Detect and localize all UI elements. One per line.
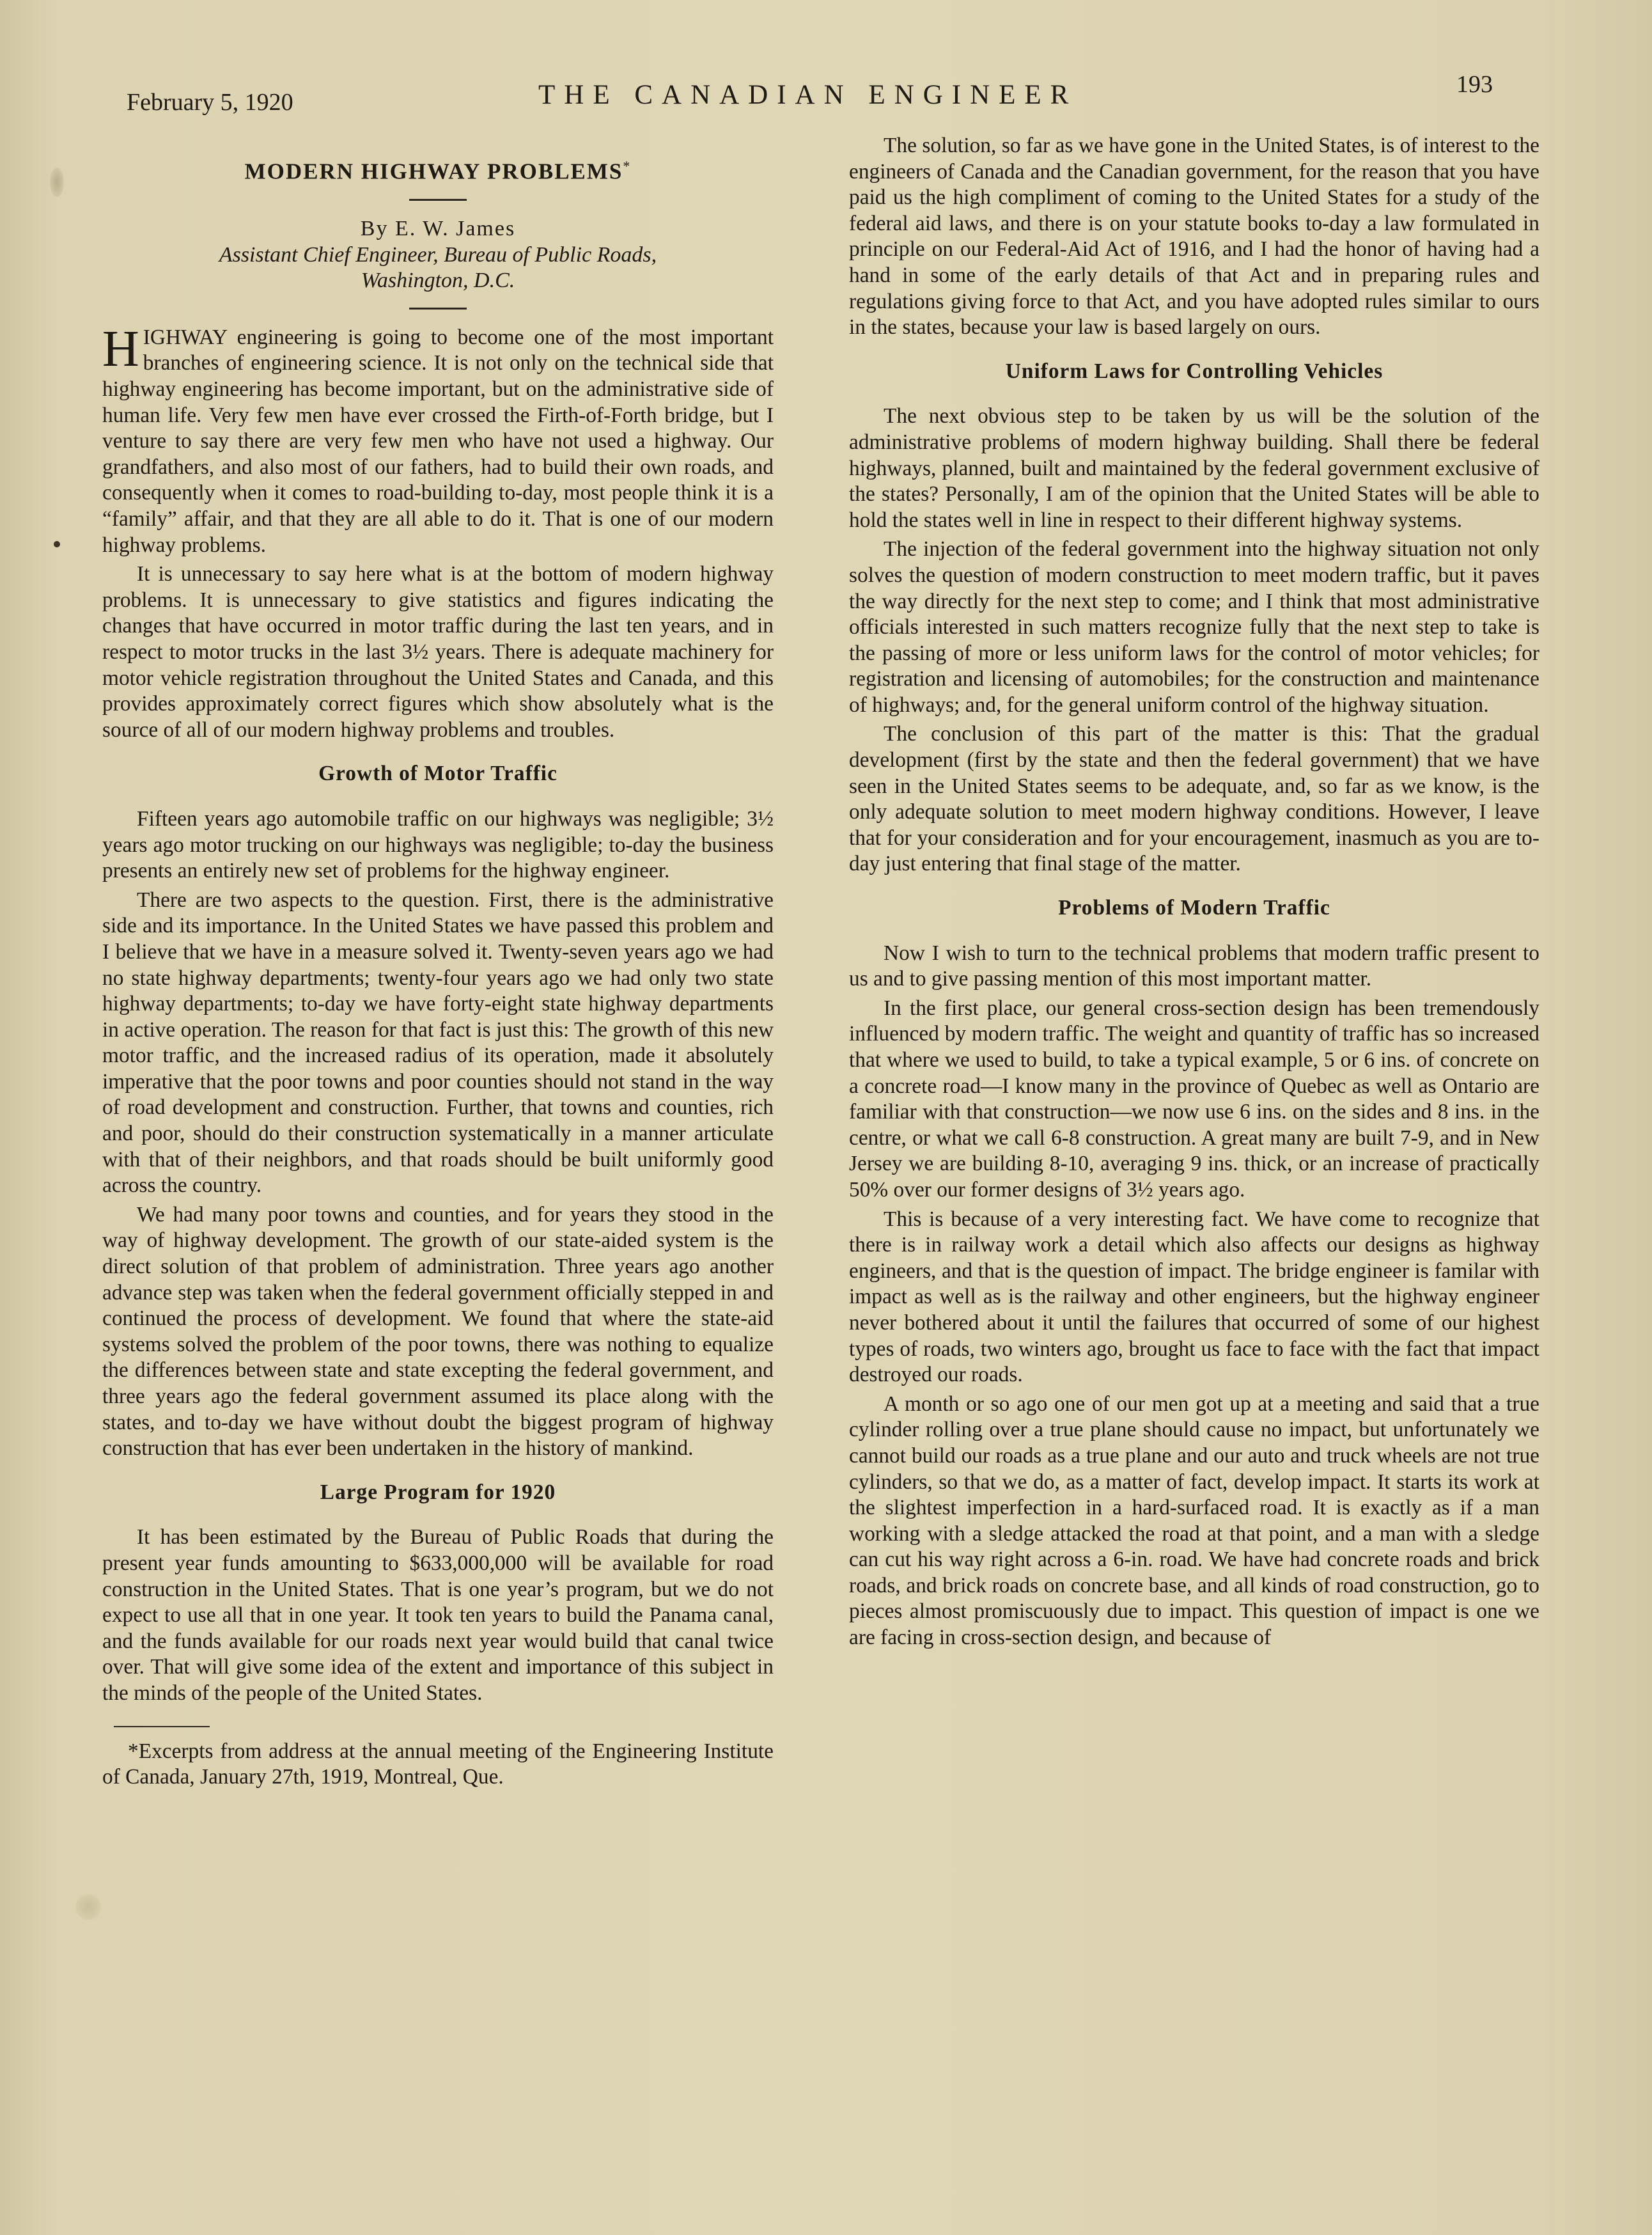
section-heading: Problems of Modern Traffic xyxy=(1058,896,1330,920)
author-affiliation-line2: Washington, D.C. xyxy=(361,268,515,292)
footnote: *Excerpts from address at the annual meeting of the Engineering Institute of Canada, January 27th, 1919, Montreal, Que. xyxy=(102,1739,774,1789)
article-title xyxy=(102,153,774,185)
byline-rule xyxy=(409,308,467,310)
paragraph: There are two aspects to the question. First, there is the administrative side and its importance. In the United States we have passed this problem and I believe that we have in a measure solved it. Twenty-seven years ago we had no state highway departments; twenty-four years ago we had only two state highway departments; to-day we have forty-eight state highway departments in active operation. The reason for that fact is just this: The growth of this new motor traffic, and the increased radius of its operation, made it absolutely imperative that the poor towns and poor counties should not stand in the way of road development and construction. Further, that towns and counties, rich and poor, should do their construction systematically in a manner articulate with that of their neighbors, and that roads should be built uniformly good across the country. xyxy=(102,888,774,1198)
right-column xyxy=(849,133,1539,1651)
drop-cap: H xyxy=(102,320,139,377)
paragraph: Fifteen years ago automobile traffic on our highways was negligible; 3½ years ago motor trucking on our highways was negligible; to-day the business presents an entirely new set of problems for the highway engineer. xyxy=(102,806,774,883)
footnote-rule xyxy=(114,1726,210,1727)
author-affiliation-line1: Assistant Chief Engineer, Bureau of Public Roads, xyxy=(219,242,657,267)
footnote-marker: * xyxy=(623,158,632,174)
journal-title: THE CANADIAN ENGINEER xyxy=(538,80,1078,110)
paragraph: Now I wish to turn to the technical problems that modern traffic present to us and to give passing mention of this most important matter. xyxy=(849,941,1539,991)
paragraph: We had many poor towns and counties, and for years they stood in the way of highway development. The growth of our state-aided system is the direct solution of that problem of administration. Three years ago another advance step was taken when the federal government officially stepped in and continued the process of development. We found that where the state-aid systems solved the problem of the poor towns, there was nothing to equalize the differences between state and state excepting the federal government, and three years ago the federal government assumed its place along with the states, and to-day we have without doubt the biggest program of highway construction that has ever been undertaken in the history of mankind. xyxy=(102,1202,774,1461)
paragraph: The injection of the federal government into the highway situation not only solves the question of modern construction to meet modern traffic, but it paves the way directly for the next step to come; and I think that most administrative officials interested in such matters recognize fully that the next step to take is the passing of more or less uniform laws for the control of motor vehicles; for registration and licensing of automobiles; for the construction and maintenance of highways; and, for the general uniform control of the highway situation. xyxy=(849,537,1539,717)
section-heading: Large Program for 1920 xyxy=(320,1480,556,1504)
paragraph-intro xyxy=(102,320,774,558)
paragraph: The conclusion of this part of the matter is this: That the gradual development (first by the state and then the federal government) that we have seen in the United States seems to be adequate, and, so far as we know, is the only adequate solution to meet modern highway conditions. However, I leave that for your consideration and for your encouragement, inasmuch as you are to-day just entering that final stage of the matter. xyxy=(849,722,1539,876)
section-heading: Uniform Laws for Controlling Vehicles xyxy=(1005,359,1383,383)
paragraph: The next obvious step to be taken by us will be the solution of the administrative problems of modern highway building. Shall there be federal highways, planned, built and maintained by the federal government exclusive of the states? Personally, I am of the opinion that the United States will be able to hold the states well in line in respect to their different highway systems. xyxy=(849,404,1539,532)
left-column xyxy=(102,146,774,1791)
running-header xyxy=(0,70,1652,122)
paragraph-intro-text: IGHWAY engineering is going to become one of the most important branches of engineering science. It is not only on the technical side that highway engineering has become important, but on the administrative side of human life. Very few men have ever crossed the Firth-of-Forth bridge, but I venture to say there are very few men who have not used a highway. Our grandfathers, and also most of our fathers, had to build their own roads, and consequently when it comes to road-building to-day, most people think it is a “family” affair, and that they are all able to do it. That is one of our modern highway problems. xyxy=(102,325,774,557)
author-byline: By E. W. James xyxy=(360,217,516,241)
ink-dot xyxy=(54,541,60,547)
page-blemish xyxy=(75,1894,101,1920)
page-number: 193 xyxy=(1456,71,1493,98)
article-title-text: MODERN HIGHWAY PROBLEMS xyxy=(244,159,623,184)
title-rule xyxy=(409,199,467,201)
paragraph: A month or so ago one of our men got up at a meeting and said that a true cylinder rolling over a true plane should cause no impact, but unfortunately we cannot build our roads as a true plane and our auto and truck wheels are not true cylinders, so that we do, as a matter of fact, develop impact. It starts its work at the slightest imperfection in a hard-surfaced road. It is exactly as if a man working with a sledge attacked the road at that point, and a man with a sledge can cut his way right across a 6-in. road. We have had concrete roads and brick roads, and brick roads on concrete base, and all kinds of road construction, go to pieces almost promiscuously due to impact. This question of impact is one we are facing in cross-section design, and because of xyxy=(849,1392,1539,1650)
paragraph: This is because of a very interesting fact. We have come to recognize that there is in railway work a detail which also affects our designs as highway engineers, and that is the question of impact. The bridge engineer is familar with impact as well as is the railway and other engineers, but the highway engineer never bothered about it until the failures that occurred of some of our highest types of roads, two winters ago, brought us face to face with the fact that impact destroyed our roads. xyxy=(849,1207,1539,1387)
paragraph: It is unnecessary to say here what is at the bottom of modern highway problems. It is unnecessary to give statistics and figures indicating the changes that have occurred in motor traffic during the last ten years, and in respect to motor trucks in the last 3½ years. There is adequate machinery for motor vehicle registration throughout the United States and Canada, and this provides approximately correct figures which show absolutely what is the source of all of our modern highway problems and troubles. xyxy=(102,562,774,742)
paragraph: In the first place, our general cross-section design has been tremendously influenced by modern traffic. The weight and quantity of traffic has so increased that where we used to build, to take a typical example, 5 or 6 ins. of concrete on a concrete road—I know many in the province of Quebec as well as Ontario are familiar with that construction—we now use 6 ins. on the sides and 8 ins. in the centre, or what we call 6-8 construction. A great many are built 7-9, and in New Jersey we are building 8-10, averaging 9 ins. thick, or an increase of practically 50% over our former designs of 3½ years ago. xyxy=(849,996,1539,1202)
paragraph: The solution, so far as we have gone in the United States, is of interest to the engineers of Canada and the Canadian government, for the reason that you have paid us the high compliment of coming to the United States for a study of the federal aid laws, and there is on your statute books to-day a law formulated in principle on our Federal-Aid Act of 1916, and I had the honor of having had a hand in some of the early details of that Act and in preparing rules and regulations giving force to that Act, and you have adopted rules similar to ours in the states, because your law is based largely on ours. xyxy=(849,134,1539,340)
paragraph: It has been estimated by the Bureau of Public Roads that during the present year funds amounting to $633,000,000 will be available for road construction in the United States. That is one year’s program, but we do not expect to use all that in one year. It took ten years to build the Panama canal, and the funds available for our roads next year would build that canal twice over. That will give some idea of the extent and importance of this subject in the minds of the people of the United States. xyxy=(102,1525,774,1705)
issue-date: February 5, 1920 xyxy=(127,89,293,116)
page-blemish xyxy=(50,168,64,197)
section-heading: Growth of Motor Traffic xyxy=(318,762,557,786)
